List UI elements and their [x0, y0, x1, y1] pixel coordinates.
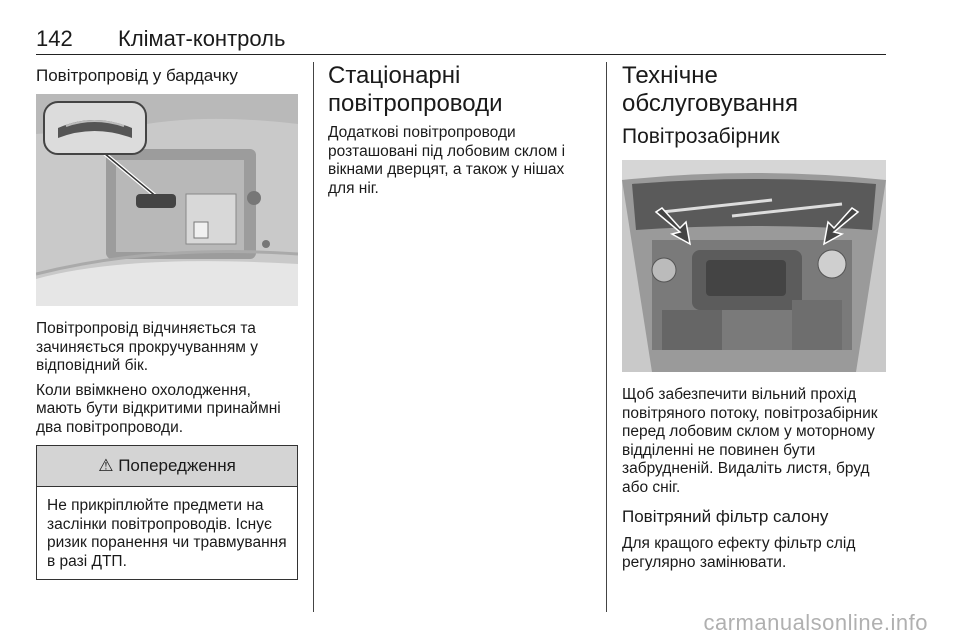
warning-box [36, 445, 298, 580]
warning-text: Не прикріплюйте предмети на заслінки повітропроводів. Існує ризик поранення чи травмування в разі ДТП. [47, 497, 287, 570]
warning-header [37, 446, 297, 487]
paragraph: Повітропровід відчиняється та зачиняється прокручуванням у відповідний бік. [36, 320, 258, 374]
paragraph: Коли ввімкнено охолодження, мають бути відкритими принаймні два повітропроводи. [36, 381, 281, 436]
column-fixed-vents [328, 62, 590, 204]
paragraph: Додаткові повітропроводи розташовані під лобовим склом і вікнами дверцят, а також у нішах для ніг. [328, 124, 566, 197]
column-maintenance [622, 62, 886, 578]
section-heading: Повітропровід у бардачку [36, 66, 238, 85]
column-divider [313, 62, 314, 612]
page-number: 142 [36, 26, 73, 51]
watermark: carmanualsonline.info [703, 610, 928, 635]
column-divider [606, 62, 607, 612]
warning-icon: ⚠ [98, 456, 114, 475]
subsection-heading: Повітряний фільтр салону [622, 507, 829, 526]
page-header [36, 24, 886, 55]
chapter-title: Клімат-контроль [118, 26, 286, 51]
warning-body [37, 487, 297, 579]
subsection-heading: Повітрозабірник [622, 125, 780, 148]
column-glovebox-vent [36, 62, 298, 580]
glovebox-vent-illustration [36, 94, 298, 306]
warning-title: Попередження [118, 456, 236, 475]
section-heading: Стаціонарні повітропроводи [328, 62, 503, 117]
paragraph: Для кращого ефекту фільтр слід регулярно замінювати. [622, 535, 856, 571]
paragraph: Щоб забезпечити вільний прохід повітряного потоку, повітрозабірник перед лобовим склом у моторному відділенні не повинен бути забрудненій. Видаліть листя, бруд або сніг. [622, 386, 878, 496]
section-heading: Технічне обслуговування [622, 62, 798, 117]
engine-bay-illustration [622, 160, 886, 372]
